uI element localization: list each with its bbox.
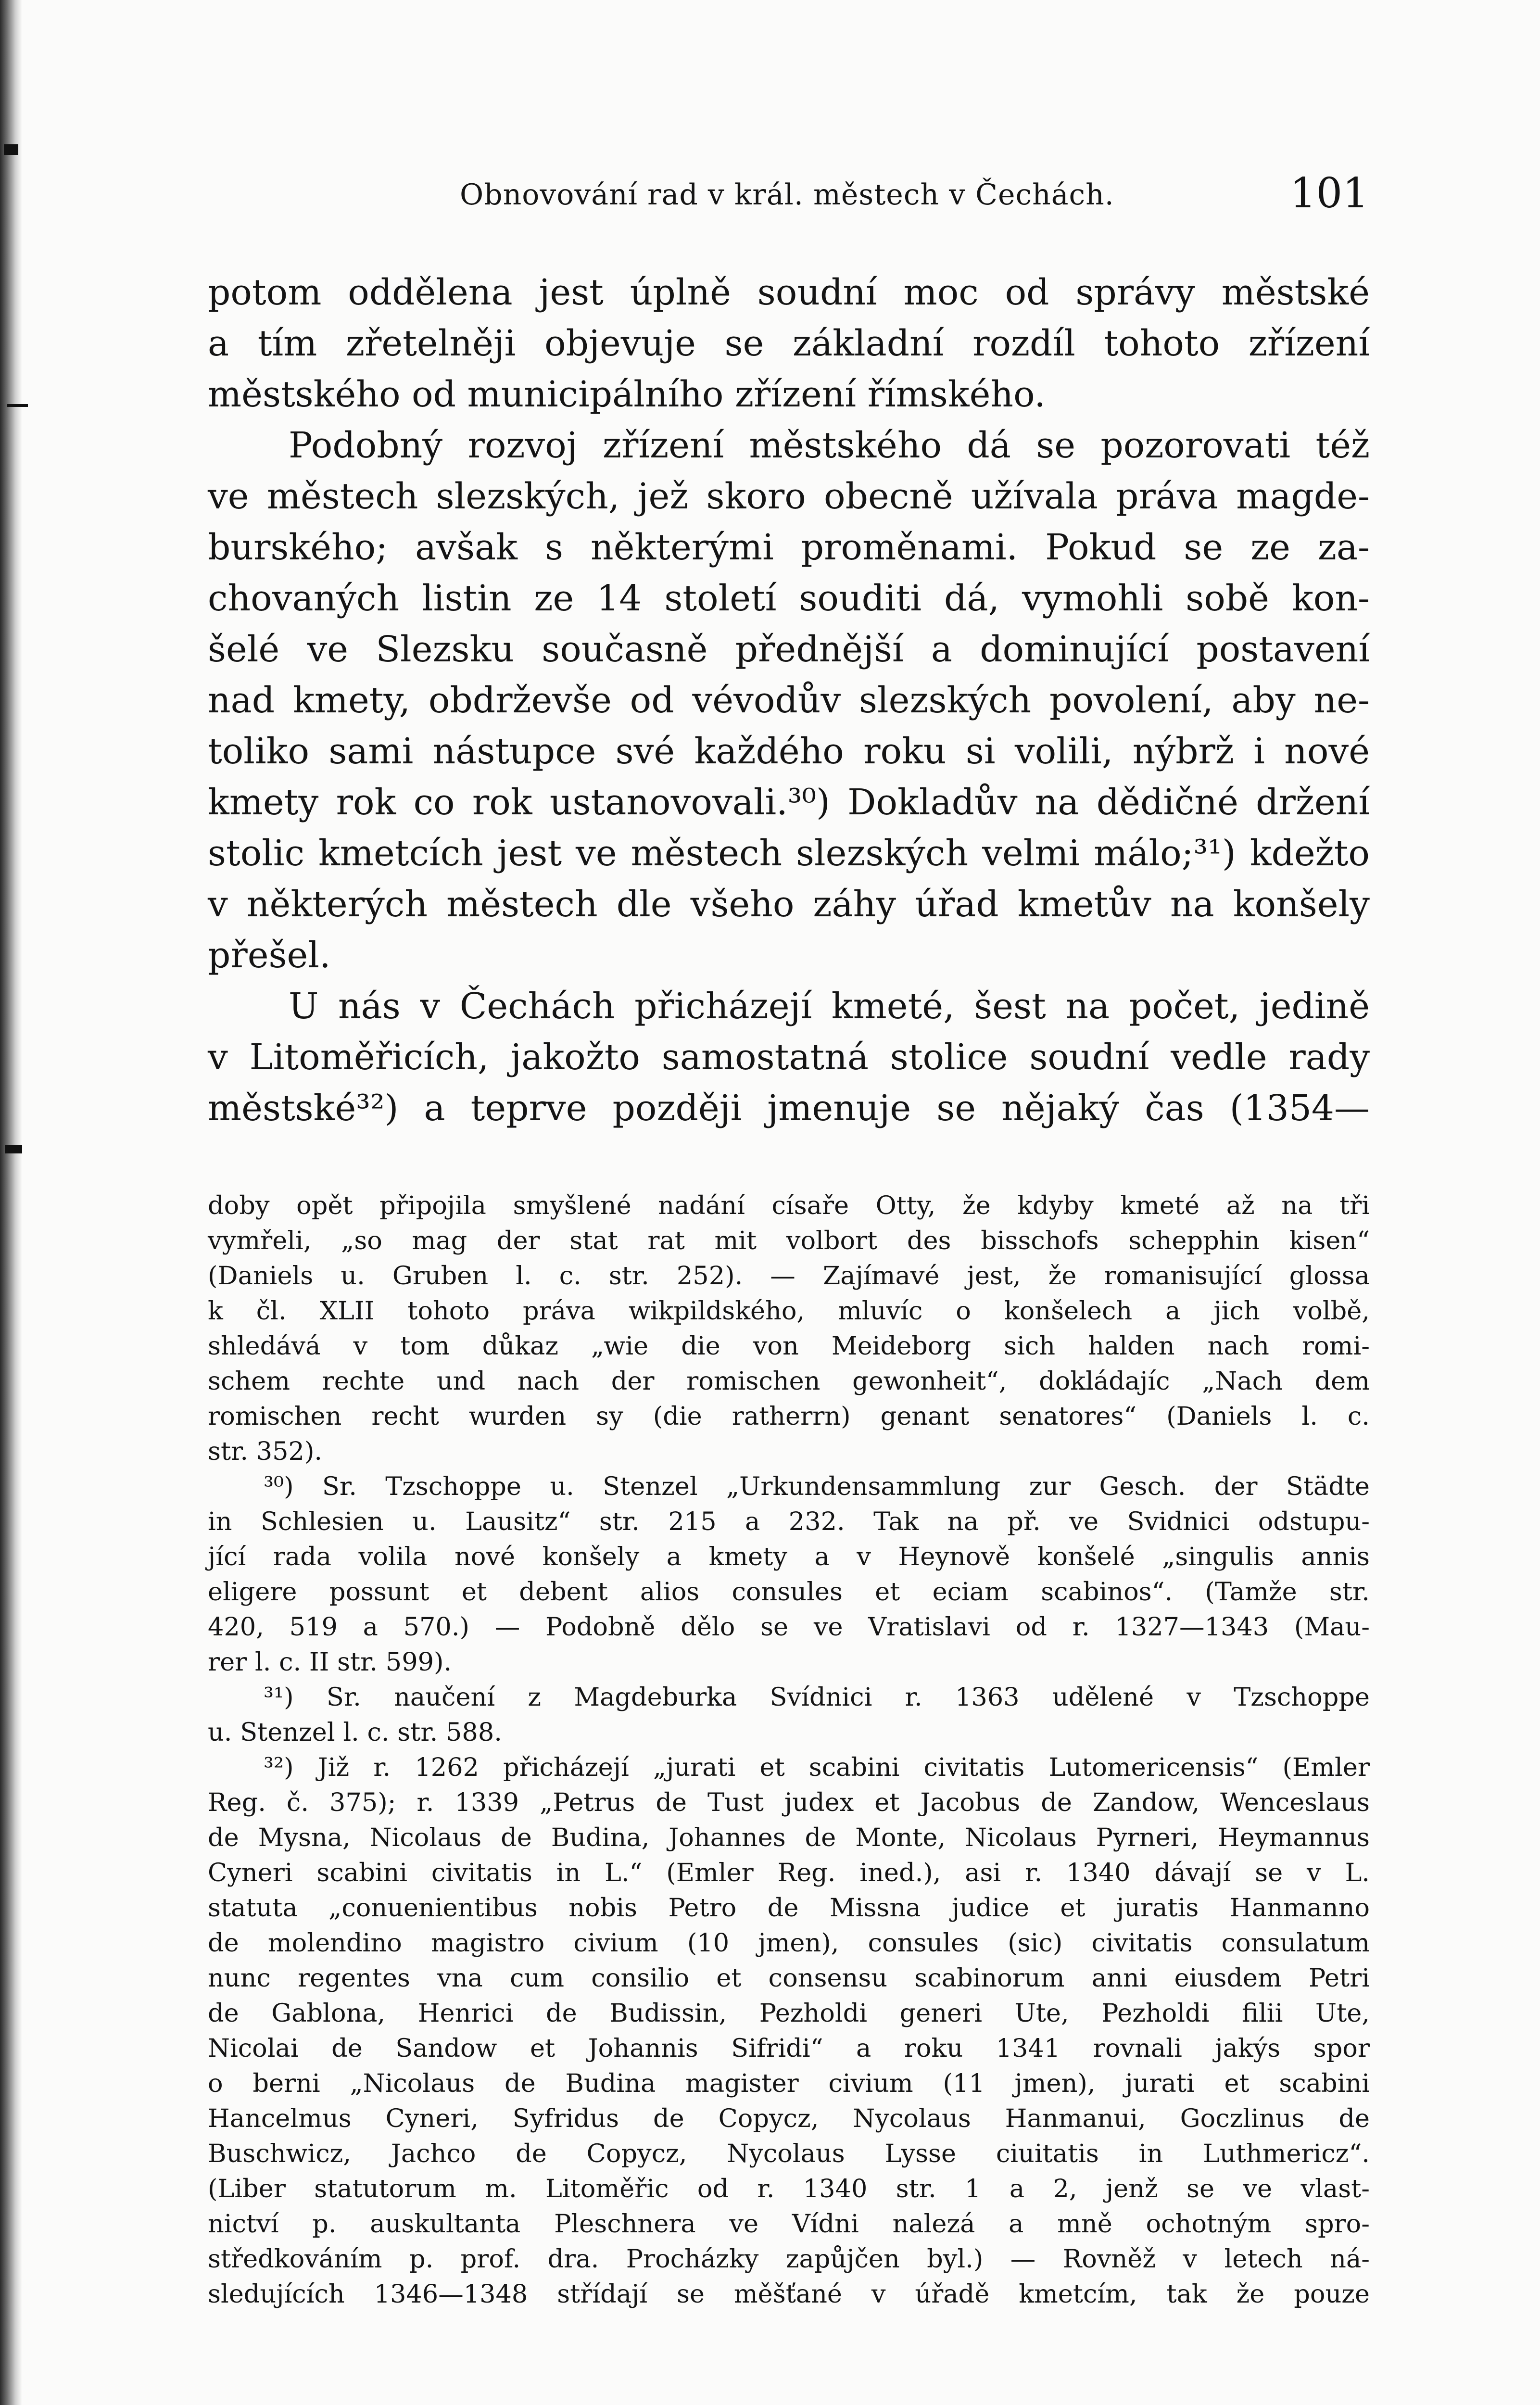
text-line: kmety rok co rok ustanovovali.³⁰) Dokladův na dědičné držení	[208, 782, 1370, 823]
text-line: šelé ve Slezsku současně přednější a dominující postavení	[208, 629, 1370, 670]
footnote-line: Reg. č. 375); r. 1339 „Petrus de Tust judex et Jacobus de Zandow, Wenceslaus	[208, 1788, 1370, 1817]
footnote-line: jící rada volila nové konšely a kmety a v Heynově konšelé „singulis annis	[208, 1542, 1370, 1571]
footnote-line: in Schlesien u. Lausitz“ str. 215 a 232. Tak na př. ve Svidnici odstupu-	[208, 1507, 1370, 1536]
binding-mark	[4, 144, 18, 155]
footnote-line: Buschwicz, Jachco de Copycz, Nycolaus Lysse ciuitatis in Luthmericz“.	[208, 2139, 1370, 2168]
footnote-line: doby opět připojila smyšlené nadání císaře Otty, že kdyby kmeté až na tři	[208, 1191, 1370, 1220]
text-line: burského; avšak s některými proměnami. Pokud se ze za-	[208, 527, 1370, 568]
footnote-line: shledává v tom důkaz „wie die von Meideborg sich halden nach romi-	[208, 1331, 1370, 1361]
footnote-line: u. Stenzel l. c. str. 588.	[208, 1718, 502, 1747]
running-head: Obnovování rad v král. městech v Čechách.	[460, 178, 1114, 212]
footnote-line: ³²) Již r. 1262 přicházejí „jurati et scabini civitatis Lutomericensis“ (Emler	[264, 1753, 1370, 1782]
page-number: 101	[1289, 169, 1369, 217]
text-line: U nás v Čechách přicházejí kmeté, šest na počet, jedině	[289, 986, 1370, 1027]
footnote-line: k čl. XLII tohoto práva wikpildského, mluvíc o konšelech a jich volbě,	[208, 1296, 1370, 1326]
text-line: městské³²) a teprve později jmenuje se nějaký čas (1354—	[208, 1088, 1370, 1129]
text-line: v Litoměřicích, jakožto samostatná stolice soudní vedle rady	[208, 1037, 1370, 1078]
footnote-line: de Mysna, Nicolaus de Budina, Johannes de Monte, Nicolaus Pyrneri, Heymannus	[208, 1823, 1370, 1852]
footnote-line: 420, 519 a 570.) — Podobně dělo se ve Vratislavi od r. 1327—1343 (Mau-	[208, 1612, 1370, 1642]
text-line: městského od municipálního zřízení římského.	[208, 374, 1046, 415]
footnote-line: rer l. c. II str. 599).	[208, 1647, 452, 1677]
binding-mark	[5, 1145, 22, 1153]
binding-mark	[7, 404, 28, 407]
footnote-line: ³¹) Sr. naučení z Magdeburka Svídnici r. 1363 udělené v Tzschoppe	[264, 1683, 1370, 1712]
footnote-line: (Liber statutorum m. Litoměřic od r. 1340 str. 1 a 2, jenž se ve vlast-	[208, 2174, 1370, 2203]
page-header	[460, 169, 1369, 227]
text-line: stolic kmetcích jest ve městech slezských velmi málo;³¹) kdežto	[208, 833, 1370, 874]
text-line: nad kmety, obdrževše od vévodův slezských povolení, aby ne-	[208, 680, 1370, 721]
footnote-line: de Gablona, Henrici de Budissin, Pezholdi generi Ute, Pezholdi filii Ute,	[208, 1999, 1370, 2028]
text-line: a tím zřetelněji objevuje se základní rozdíl tohoto zřízení	[208, 323, 1370, 364]
footnote-line: eligere possunt et debent alios consules et eciam scabinos“. (Tamže str.	[208, 1577, 1370, 1607]
scanned-page-edge	[0, 0, 22, 2405]
footnotes	[208, 1188, 1370, 2312]
footnote-line: nunc regentes vna cum consilio et consensu scabinorum anni eiusdem Petri	[208, 1963, 1370, 1993]
text-line: potom oddělena jest úplně soudní moc od správy městské	[208, 272, 1370, 313]
text-line: chovaných listin ze 14 století souditi dá, vymohli sobě kon-	[208, 578, 1370, 619]
footnote-line: nictví p. auskultanta Pleschnera ve Vídni nalezá a mně ochotným spro-	[208, 2209, 1370, 2239]
text-line: Podobný rozvoj zřízení městského dá se pozorovati též	[289, 425, 1370, 466]
footnote-line: o berni „Nicolaus de Budina magister civium (11 jmen), jurati et scabini	[208, 2069, 1370, 2098]
text-line: v některých městech dle všeho záhy úřad kmetův na konšely	[208, 884, 1370, 925]
text-line: přešel.	[208, 935, 331, 976]
footnote-line: str. 352).	[208, 1437, 323, 1466]
text-line: toliko sami nástupce své každého roku si volili, nýbrž i nové	[208, 731, 1370, 772]
footnote-line: Cyneri scabini civitatis in L.“ (Emler Reg. ined.), asi r. 1340 dávají se v L.	[208, 1858, 1370, 1887]
footnote-line: Nicolai de Sandow et Johannis Sifridi“ a roku 1341 rovnali jakýs spor	[208, 2034, 1370, 2063]
footnote-line: středkováním p. prof. dra. Procházky zapůjčen byl.) — Rovněž v letech ná-	[208, 2244, 1370, 2274]
footnote-line: de molendino magistro civium (10 jmen), consules (sic) civitatis consulatum	[208, 1928, 1370, 1958]
footnote-line: schem rechte und nach der romischen gewonheit“, dokládajíc „Nach dem	[208, 1367, 1370, 1396]
footnote-line: statuta „conuenientibus nobis Petro de Missna judice et juratis Hanmanno	[208, 1893, 1370, 1923]
footnote-line: romischen recht wurden sy (die ratherrn) genant senatores“ (Daniels l. c.	[208, 1402, 1370, 1431]
footnote-line: vymřeli, „so mag der stat rat mit volbort des bisschofs schepphin kisen“	[208, 1226, 1370, 1255]
footnote-line: Hancelmus Cyneri, Syfridus de Copycz, Nycolaus Hanmanui, Goczlinus de	[208, 2104, 1370, 2133]
text-line: ve městech slezských, jež skoro obecně užívala práva magde-	[208, 476, 1370, 517]
footnote-line: (Daniels u. Gruben l. c. str. 252). — Zajímavé jest, že romanisující glossa	[208, 1261, 1370, 1291]
footnote-line: sledujících 1346—1348 střídají se měšťané v úřadě kmetcím, tak že pouze	[208, 2279, 1370, 2309]
footnote-line: ³⁰) Sr. Tzschoppe u. Stenzel „Urkundensammlung zur Gesch. der Städte	[264, 1472, 1370, 1501]
main-text	[208, 267, 1370, 1134]
